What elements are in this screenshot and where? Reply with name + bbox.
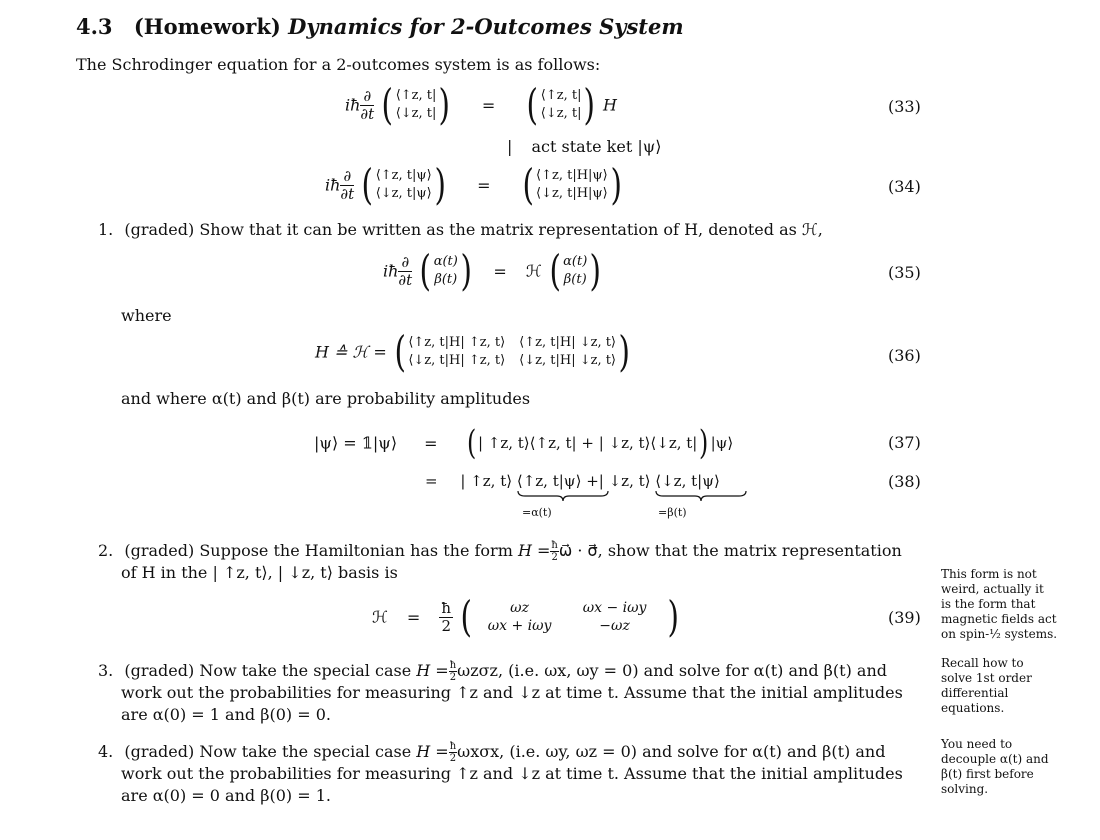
eq39-frac-n: ħ (441, 598, 452, 617)
eq36-m11: ⟨↑z, t|H| ↑z, t⟩ (408, 335, 506, 350)
eq33-rhs-bot: ⟨↓z, t| (540, 106, 582, 121)
eq34-dd-num: ∂ (340, 168, 354, 186)
act-line (507, 136, 662, 158)
eq34-dd-den: ∂t (340, 184, 355, 203)
margin-note-2 (941, 656, 1032, 716)
item-2-text-a: (graded) Suppose the Hamiltonian has the form (124, 541, 513, 560)
eq39-m22: −ωz (599, 618, 630, 634)
eq39-m11: ωz (510, 600, 529, 616)
margin-note-3-line: β(t) first before (941, 767, 1034, 781)
eq37-equals: = (424, 433, 438, 453)
eq35-dd-den: ∂t (398, 270, 413, 289)
eq35-derivative (398, 254, 412, 289)
eq34-lhs-top: ⟨↑z, t|ψ⟩ (375, 168, 432, 183)
eq34-lhs-bot: ⟨↓z, t|ψ⟩ (375, 186, 432, 201)
eq35-dd-num: ∂ (398, 254, 412, 272)
eq38-number: (38) (888, 472, 921, 491)
eq33-lhs-vector (396, 87, 437, 123)
eq35-lhs-bot: β(t) (434, 272, 458, 287)
margin-note-2-line: solve 1st order (941, 671, 1032, 685)
underbrace-1-shape (517, 490, 609, 502)
eq34-equals: = (477, 175, 491, 195)
item-4-line2: work out the probabilities for measuring ↑z and ↓z at time t. Assume that the initial amplitudes (121, 764, 903, 783)
eq39-m12: ωx − iωy (582, 600, 647, 616)
eq34-ihbar: iħ (325, 175, 341, 195)
item-2-frac-n: ħ (551, 540, 558, 551)
eq37-number: (37) (888, 433, 921, 452)
eq35-ihbar: iħ (383, 261, 399, 281)
eq35-equals: = (493, 261, 507, 281)
equation-38 (425, 472, 720, 490)
eq39-matrix (475, 599, 665, 635)
eq34-lhs-vector (376, 167, 432, 203)
eq36-lhs: H ≙ ℋ = (315, 342, 387, 362)
eq34-rhs-top: ⟨↑z, t|H|ψ⟩ (536, 168, 608, 183)
eq38-brace2-text: ⟨↓z, t|ψ⟩ (655, 472, 720, 490)
eq36-m12: ⟨↑z, t|H| ↓z, t⟩ (519, 335, 617, 350)
eq33-H: H (602, 95, 617, 115)
equation-36: H ≙ ℋ = ( ⟨↑z, t|H| ↑z, t⟩ ⟨↑z, t|H| ↓z, t⟩ ⟨↓z, t|H| ↑z, t⟩ ⟨↓z, t|H| ↓z, t⟩ ) (315, 327, 630, 376)
eq33-equals: = (481, 95, 496, 115)
eq34-derivative (340, 168, 354, 203)
eq36-m22: ⟨↓z, t|H| ↓z, t⟩ (519, 353, 617, 368)
item-2-line1 (98, 540, 902, 563)
item-3-text-a: (graded) Now take the special case (124, 661, 412, 680)
margin-note-1-line: magnetic fields act (941, 612, 1057, 626)
eq37-rhs: | ↑z, t⟩⟨↑z, t| + | ↓z, t⟩⟨↓z, t| (477, 434, 698, 452)
item-2-text-b: ω⃗ · σ⃗, show that the matrix representation (558, 541, 902, 560)
margin-note-1-line: on spin-½ systems. (941, 627, 1058, 641)
eq35-number: (35) (888, 263, 921, 282)
eq33-number: (33) (888, 97, 921, 116)
margin-note-2-line: differential (941, 686, 1009, 700)
act-text: act state ket |ψ⟩ (531, 137, 662, 156)
eq38-part1: | ↑z, t⟩ (460, 472, 513, 490)
eq38-label-alpha: =α(t) (522, 506, 552, 519)
item-4-line3: are α(0) = 0 and β(0) = 1. (121, 786, 331, 805)
eq35-rhs-vector (563, 253, 587, 289)
item-4-line1 (98, 741, 885, 764)
eq33-dd-den: ∂t (360, 104, 375, 123)
item-3-line1 (98, 660, 887, 683)
margin-note-2-line: equations. (941, 701, 1005, 715)
eq33-lhs-bot: ⟨↓z, t| (395, 106, 437, 121)
item-2-line2: of H in the | ↑z, t⟩, | ↓z, t⟩ basis is (121, 563, 398, 582)
eq38-equals: = (425, 472, 438, 490)
eq33-derivative (360, 88, 374, 123)
section-title-upright: (Homework) (133, 14, 281, 39)
item-1-text: (graded) Show that it can be written as the matrix representation of H, denoted as ℋ, (124, 220, 823, 239)
margin-note-2-line: Recall how to (941, 656, 1024, 670)
eq36-number: (36) (888, 346, 921, 365)
section-title-italic: Dynamics for 2-Outcomes System (288, 14, 684, 39)
eq38-underbrace-1 (517, 472, 582, 490)
eq39-lhs: ℋ (372, 607, 388, 627)
margin-note-3 (941, 737, 1049, 797)
eq39-number: (39) (888, 608, 921, 627)
margin-note-1-line: weird, actually it (941, 582, 1044, 596)
eq34-rhs-bot: ⟨↓z, t|H|ψ⟩ (536, 186, 608, 201)
margin-note-3-line: decouple α(t) and (941, 752, 1049, 766)
eq39-m21: ωx + iωy (487, 618, 552, 634)
item-4-frac (449, 741, 457, 764)
eq35-rhs-bot: β(t) (563, 272, 587, 287)
item-2-H: H = (517, 541, 551, 560)
margin-note-1 (941, 567, 1057, 642)
item-4-H: H = (416, 742, 449, 761)
item-3-number: 3. (98, 661, 114, 680)
eq36-matrix (408, 334, 616, 370)
item-3-frac (449, 660, 457, 683)
eq37-lhs: |ψ⟩ = 𝟙|ψ⟩ (314, 433, 398, 453)
item-4-frac-n: ħ (449, 741, 457, 752)
item-4-text-b: ωxσx, (i.e. ωy, ωz = 0) and solve for α(t) and β(t) and (457, 742, 886, 761)
item-3-text-b: ωzσz, (i.e. ωx, ωy = 0) and solve for α(t) and β(t) and (457, 661, 887, 680)
eq38-plus: +| ↓z, t⟩ (586, 472, 651, 490)
eq38-underbrace-2 (655, 472, 720, 490)
equation-39: ℋ = $\frac{ħ}{2}$ ( ωz ωx − iωy ωx + iωy −ωz ) (372, 592, 679, 641)
eq35-lhs-top: α(t) (433, 254, 458, 269)
eq36-m21: ⟨↓z, t|H| ↑z, t⟩ (408, 353, 506, 368)
eq35-lhs-vector (434, 253, 458, 289)
eq33-lhs-top: ⟨↑z, t| (395, 88, 437, 103)
eq39-frac (439, 600, 453, 635)
eq35-script-H: ℋ (525, 261, 542, 281)
item-1-number: 1. (98, 220, 114, 239)
item-2-frac (550, 540, 558, 563)
item-3-H: H = (416, 661, 449, 680)
underbrace-2-shape (655, 490, 747, 502)
eq33-dd-num: ∂ (360, 88, 374, 106)
eq33-ihbar: iħ (345, 95, 361, 115)
item-3-line3: are α(0) = 1 and β(0) = 0. (121, 705, 331, 724)
equation-34: iħ $\frac{\partial}{\partial t}$ ( ⟨↑z, t|ψ⟩ ⟨↓z, t|ψ⟩ ) = ( ⟨↑z, t|H|ψ⟩ ⟨↓z, t|H|ψ⟩ ) (325, 160, 622, 209)
margin-note-3-line: solving. (941, 782, 989, 796)
item-4-number: 4. (98, 742, 114, 761)
section-number: 4.3 (76, 14, 113, 39)
item-3-frac-n: ħ (449, 660, 457, 671)
eq34-number: (34) (888, 177, 921, 196)
and-where-text: and where α(t) and β(t) are probability amplitudes (121, 389, 531, 408)
eq33-rhs-vector (541, 87, 582, 123)
eq39-equals: = (406, 607, 421, 627)
item-1 (98, 219, 823, 241)
margin-note-1-line: is the form that (941, 597, 1036, 611)
equation-37: |ψ⟩ = 𝟙|ψ⟩ = ( | ↑z, t⟩⟨↑z, t| + | ↓z, t⟩⟨↓z, t|) |ψ⟩ (314, 423, 734, 463)
where-text: where (121, 306, 172, 325)
intro-text: The Schrodinger equation for a 2-outcomes system is as follows: (76, 55, 601, 74)
eq39-frac-d: 2 (441, 616, 452, 635)
eq35-rhs-top: α(t) (563, 254, 588, 269)
equation-35: iħ $\frac{\partial}{\partial t}$ ( α(t) β(t) ) = ℋ ( α(t) β(t) ) (383, 246, 602, 295)
item-4-frac-d: 2 (449, 753, 457, 764)
item-4-text-a: (graded) Now take the special case (124, 742, 412, 761)
item-3-line2: work out the probabilities for measuring ↑z and ↓z at time t. Assume that the initial amplitudes (121, 683, 903, 702)
section-heading (76, 14, 684, 39)
eq38-label-beta: =β(t) (658, 506, 687, 519)
item-2-number: 2. (98, 541, 114, 560)
eq34-rhs-vector (536, 167, 608, 203)
eq33-rhs-top: ⟨↑z, t| (540, 88, 582, 103)
equation-33: iħ $\frac{\partial}{\partial t}$ ( ⟨↑z, t| ⟨↓z, t| ) = ( ⟨↑z, t| ⟨↓z, t| ) H (345, 80, 617, 129)
margin-note-3-line: You need to (941, 737, 1013, 751)
act-bar: | (507, 137, 513, 156)
eq38-brace1-text: ⟨↑z, t|ψ⟩ (516, 472, 582, 490)
item-3-frac-d: 2 (449, 672, 457, 683)
margin-note-1-line: This form is not (941, 567, 1037, 581)
eq37-suffix: |ψ⟩ (710, 434, 734, 452)
item-2-frac-d: 2 (551, 552, 558, 563)
